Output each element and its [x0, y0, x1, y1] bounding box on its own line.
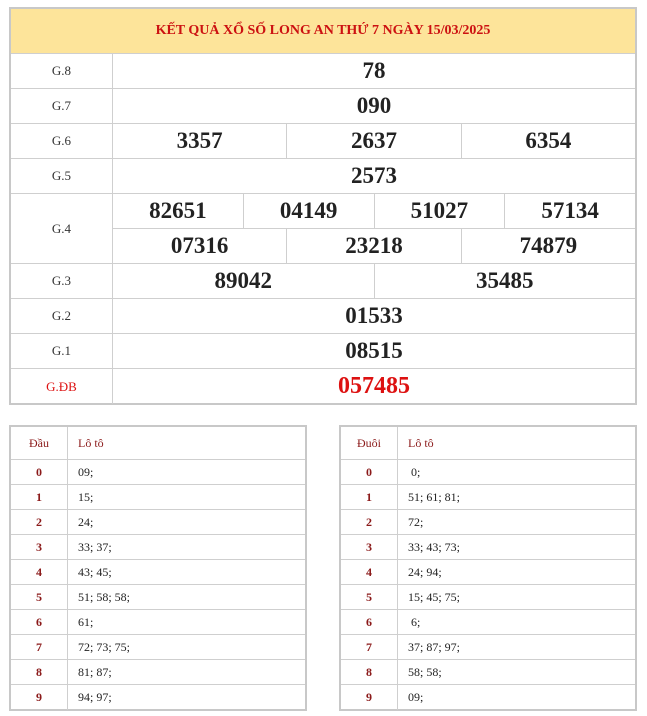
row-key: 7 [341, 635, 398, 659]
table-row [341, 535, 635, 560]
prize-number: 78 [362, 58, 386, 83]
row-values: 15; 45; 75; [408, 589, 461, 604]
loto-tail-table [339, 425, 637, 711]
prize-row-special [11, 368, 635, 404]
table-row [341, 660, 635, 685]
table-row [341, 560, 635, 585]
row-values: 43; 45; [78, 564, 112, 579]
table-row [341, 610, 635, 635]
table-row [341, 485, 635, 510]
column-header-dau: Đầu [11, 427, 68, 459]
row-values: 33; 43; 73; [408, 539, 461, 554]
prize-number: 35485 [374, 264, 636, 298]
column-header-loto: Lô tô [78, 435, 104, 450]
row-values: 0; [408, 464, 421, 479]
prize-number: 23218 [286, 229, 460, 263]
row-values: 94; 97; [78, 690, 112, 704]
prize-number: 82651 [149, 198, 207, 223]
column-header-loto: Lô tô [408, 435, 434, 450]
results-table [9, 7, 637, 405]
row-key: 4 [341, 560, 398, 584]
row-key: 2 [341, 510, 398, 534]
row-values: 24; 94; [408, 564, 442, 579]
row-values: 09; [78, 464, 94, 479]
special-prize-number: 057485 [338, 373, 410, 399]
table-row [341, 685, 635, 710]
table-row [11, 660, 305, 685]
row-key: 9 [341, 685, 398, 710]
table-row [11, 585, 305, 610]
prize-label: G.8 [11, 54, 113, 88]
table-row [11, 535, 305, 560]
table-row [11, 560, 305, 585]
prize-label-special: G.ĐB [11, 369, 113, 404]
prize-label: G.5 [11, 159, 113, 193]
loto-tail-header [341, 427, 635, 460]
prize-number: 07316 [170, 233, 229, 258]
row-key: 1 [341, 485, 398, 509]
prize-row-g7 [11, 88, 635, 123]
prize-label: G.7 [11, 89, 113, 123]
table-row [11, 460, 305, 485]
prize-number: 74879 [461, 229, 635, 263]
table-row [11, 485, 305, 510]
prize-number: 89042 [214, 268, 272, 293]
row-key: 1 [11, 485, 68, 509]
row-values: 61; [78, 614, 94, 629]
prize-number: 6354 [461, 124, 635, 158]
row-key: 4 [11, 560, 68, 584]
row-values: 58; 58; [408, 664, 442, 679]
row-key: 0 [341, 460, 398, 484]
prize-label: G.1 [11, 334, 113, 368]
row-key: 3 [341, 535, 398, 559]
prize-row-g5 [11, 158, 635, 193]
prize-number: 01533 [345, 303, 403, 328]
table-row [11, 510, 305, 535]
row-values: 81; 87; [78, 664, 112, 679]
row-values: 33; 37; [78, 539, 112, 554]
prize-number: 08515 [345, 338, 403, 363]
row-key: 6 [11, 610, 68, 634]
row-key: 0 [11, 460, 68, 484]
prize-number: 090 [356, 93, 392, 118]
prize-row-g8 [11, 53, 635, 88]
prize-number: 2573 [351, 163, 397, 188]
prize-row-g3 [11, 263, 635, 298]
table-row [341, 635, 635, 660]
table-row [341, 585, 635, 610]
row-values: 51; 61; 81; [408, 489, 461, 504]
row-key: 2 [11, 510, 68, 534]
row-values: 72; [408, 514, 424, 529]
prize-label: G.3 [11, 264, 113, 298]
prize-row-g1 [11, 333, 635, 368]
row-values: 09; [408, 690, 424, 704]
loto-head-header [11, 427, 305, 460]
row-key: 8 [11, 660, 68, 684]
loto-head-table [9, 425, 307, 711]
prize-number: 51027 [374, 194, 505, 228]
row-values: 51; 58; 58; [78, 589, 131, 604]
table-row [11, 685, 305, 710]
prize-number: 04149 [243, 194, 374, 228]
prize-row-g2 [11, 298, 635, 333]
row-key: 3 [11, 535, 68, 559]
table-row [341, 460, 635, 485]
prize-number: 2637 [286, 124, 460, 158]
results-title: KẾT QUẢ XỔ SỐ LONG AN THỨ 7 NGÀY 15/03/2025 [11, 9, 635, 53]
row-values: 6; [408, 614, 421, 629]
prize-row-g4 [11, 193, 635, 263]
row-key: 9 [11, 685, 68, 710]
row-values: 15; [78, 489, 94, 504]
row-values: 37; 87; 97; [408, 639, 461, 654]
prize-label: G.2 [11, 299, 113, 333]
table-row [11, 610, 305, 635]
row-key: 7 [11, 635, 68, 659]
prize-row-g6 [11, 123, 635, 158]
row-key: 6 [341, 610, 398, 634]
row-values: 72; 73; 75; [78, 639, 131, 654]
table-row [341, 510, 635, 535]
prize-label: G.4 [11, 194, 113, 263]
table-row [11, 635, 305, 660]
row-key: 8 [341, 660, 398, 684]
row-key: 5 [341, 585, 398, 609]
prize-label: G.6 [11, 124, 113, 158]
row-key: 5 [11, 585, 68, 609]
row-values: 24; [78, 514, 94, 529]
prize-number: 57134 [504, 194, 635, 228]
prize-number: 3357 [176, 128, 223, 153]
column-header-duoi: Đuôi [341, 427, 398, 459]
